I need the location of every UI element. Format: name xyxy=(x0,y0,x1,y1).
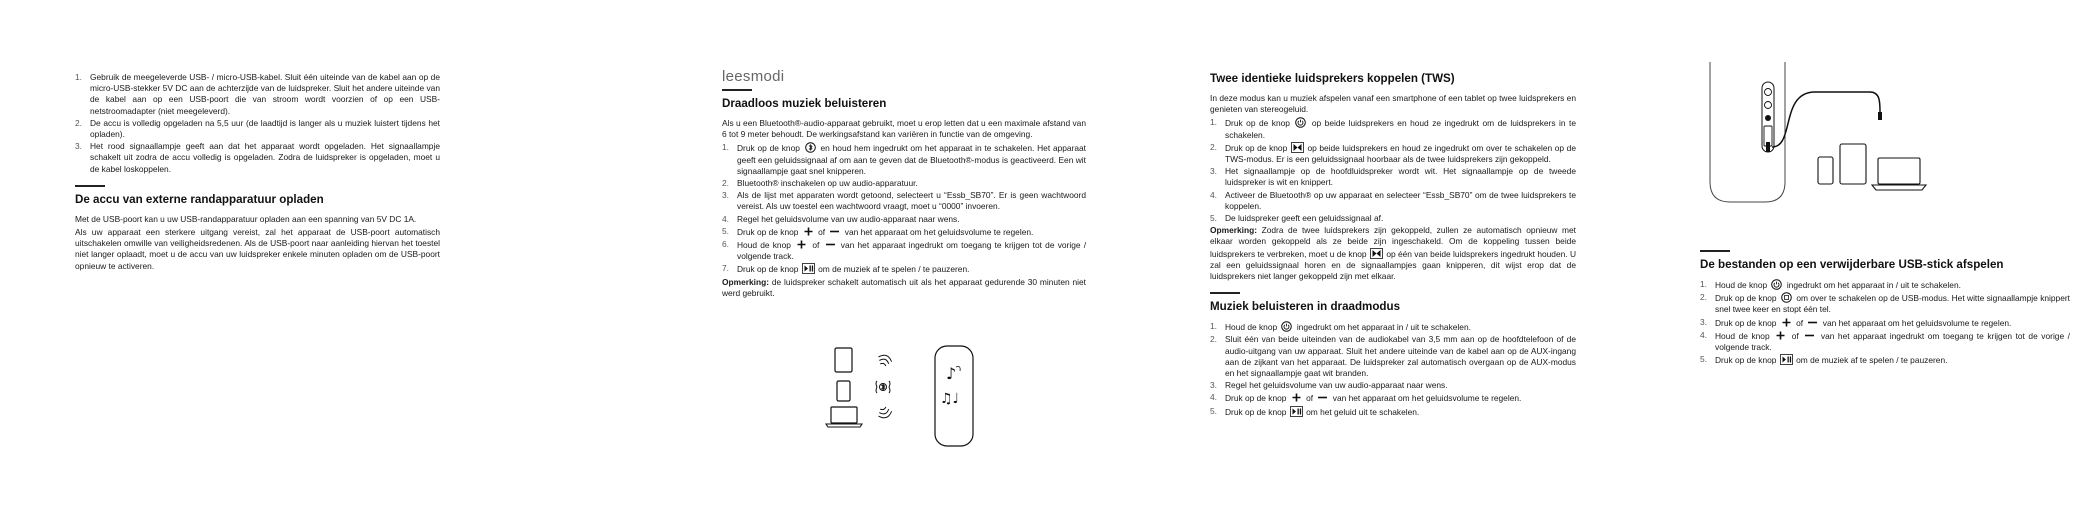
laptop-icon xyxy=(826,407,862,427)
svg-text:♪: ♪ xyxy=(946,364,957,383)
list-item: 6. Houd de knop of van het apparaat ingedrukt om toegang te krijgen tot de vorige / volgende track. xyxy=(722,239,1087,262)
list-item: 2. Bluetooth® inschakelen op uw audio-apparatuur. xyxy=(722,178,918,189)
list-item: 4. Activeer de Bluetooth® op uw apparaat en selecteer “Essb_SB70” om de twee luidsprekers te koppelen. xyxy=(1210,189,1576,211)
section-title-usb: De bestanden op een verwijderbare USB-stick afspelen xyxy=(1700,258,2004,271)
speaker-back-icon xyxy=(1710,62,1785,202)
list-item: 1. Druk op de knop en houd hem ingedrukt om het apparaat in te schakelen. Het apparaat geeft een geluidssignaal af om aan te geven dat de Bluetooth®-modus is geactiveerd. Een wit signaallampje gaat snel knipperen. xyxy=(722,142,1087,176)
volume-up-icon xyxy=(1774,330,1787,341)
list-item: 4. Regel het geluidsvolume van uw audio-apparaat naar wens. xyxy=(722,213,960,224)
modes-column xyxy=(722,68,1086,301)
usb-steps xyxy=(1700,279,2070,366)
mode-button-icon xyxy=(1780,292,1793,303)
volume-down-icon xyxy=(828,226,841,237)
list-item: 3. Het rood signaallampje geeft aan dat het apparaat wordt opgeladen. Het signaallampje schakelt uit zodra de accu volledig is opgeladen. Zodra de luidspreker is opgeladen, moet u de kabel loskoppelen. xyxy=(75,141,440,174)
note: Opmerking: Zodra de twee luidsprekers zijn gekoppeld, zullen ze automatisch opnieuw met elkaar worden gekoppeld als ze beide zijn ingeschakeld. Om de koppeling tussen beide luidsprekers te verbreken, moet u de knop op één van beide luidsprekers ingedrukt houden. U zal een geluidssignaal horen en de signaallampjes gaan knipperen, dit wijst erop dat de luidsprekers niet langer gekoppeld zijn met elkaar. xyxy=(1210,225,1577,282)
list-item: 3. Het signaallampje op de hoofdluidspreker wordt wit. Het signaallampje op de tweede luidspreker is wit en knippert. xyxy=(1210,166,1576,188)
bluetooth-button-icon xyxy=(804,142,817,153)
play-pause-icon xyxy=(1290,406,1303,417)
power-button-icon xyxy=(1294,117,1307,128)
list-item: 2. Sluit één van beide uiteinden van de audiokabel van 3,5 mm aan op de hoofdtelefoon of de audio-uitgang van uw apparaat. Sluit het andere uiteinde van de kabel aan op de AUX-ingang aan de zijkant van het apparaat. De luidspreker zal automatisch overgaan op de AUX-modus en het signaallampje gaat wit branden. xyxy=(1210,334,1576,379)
volume-up-icon xyxy=(1780,317,1793,328)
section-title-external-charging: De accu van externe randapparatuur opladen xyxy=(75,192,324,206)
list-item: 3. Regel het geluidsvolume van uw audio-apparaat naar wens. xyxy=(1210,380,1448,391)
paragraph: Als uw apparaat een sterkere uitgang vereist, zal het apparaat de USB-poort automatisch uitschakelen omwille van veiligheidsredenen. Als de USB-poort naar aanleiding hiervan het toestel niet langer oplaadt, moet u de accu van uw luidspreker enkele minuten opladen om de USB-poort opnieuw te activeren. xyxy=(75,227,440,271)
svg-text:♫♩: ♫♩ xyxy=(940,391,960,407)
power-button-icon xyxy=(1280,321,1293,332)
page-title: leesmodi xyxy=(722,68,785,85)
bluetooth-waves-icon xyxy=(876,353,893,420)
list-item: 5. Druk op de knop om de muziek af te spelen / te pauzeren. xyxy=(1700,354,1948,366)
mode-button-icon xyxy=(1370,248,1383,259)
volume-down-icon xyxy=(824,239,837,250)
volume-down-icon xyxy=(1806,317,1819,328)
list-item: 5. Druk op de knop of van het apparaat om het geluidsvolume te regelen. xyxy=(722,225,1034,237)
tablet-icon xyxy=(835,348,852,372)
list-item: 1. Druk op de knop op beide luidsprekers en houd ze ingedrukt om de luidsprekers in te schakelen. xyxy=(1210,117,1576,140)
list-item: 3. Druk op de knop of van het apparaat om het geluidsvolume te regelen. xyxy=(1700,316,2012,328)
play-pause-icon xyxy=(802,263,815,274)
section-divider xyxy=(1210,292,1240,294)
laptop-icon xyxy=(1872,158,1926,190)
volume-down-icon xyxy=(1316,392,1329,403)
list-item: 1. Houd de knop ingedrukt om het apparaat in / uit te schakelen. xyxy=(1210,321,1471,333)
list-item: 5. De luidspreker geeft een geluidssignaal af. xyxy=(1210,213,1384,224)
pairing-column xyxy=(1210,72,1576,419)
tws-steps xyxy=(1210,117,1576,224)
list-item: 2. De accu is volledig opgeladen na 5,5 uur (de laadtijd is langer als u muziek luistert tijdens het opladen). xyxy=(75,117,440,140)
paragraph: Met de USB-poort kan u uw USB-randapparatuur opladen aan een spanning van 5V DC 1A. xyxy=(75,213,417,224)
list-item: 4. Houd de knop of van het apparaat ingedrukt om toegang te krijgen tot de vorige / volgende track. xyxy=(1700,329,2071,353)
list-item: 1. Houd de knop ingedrukt om het apparaat in / uit te schakelen. xyxy=(1700,279,1961,290)
note: Opmerking: de luidspreker schakelt automatisch uit als het apparaat gedurende 30 minuten niet werd gebruikt. xyxy=(722,276,1086,298)
list-item: 2. Druk op de knop om over te schakelen op de USB-modus. Het witte signaallampje knippert snel twee keer en stopt één tel. xyxy=(1700,292,2070,315)
list-item: 5. Druk op de knop om het geluid uit te schakelen. xyxy=(1210,405,1420,417)
charging-steps xyxy=(75,72,440,175)
section-title-wired: Muziek beluisteren in draadmodus xyxy=(1210,300,1401,314)
speaker-icon xyxy=(935,346,973,446)
bluetooth-illustration xyxy=(825,345,1005,455)
list-item: 4. Druk op de knop of van het apparaat om het geluidsvolume te regelen. xyxy=(1210,392,1522,404)
volume-up-icon xyxy=(802,226,815,237)
usb-column xyxy=(1700,250,2070,367)
wired-steps xyxy=(1210,321,1576,418)
aux-connection-illustration xyxy=(1700,62,2040,212)
section-divider xyxy=(1700,250,1730,252)
volume-down-icon xyxy=(1803,330,1816,341)
list-item: 2. Druk op de knop op beide luidsprekers en houd ze ingedrukt om over te schakelen op de TWS-modus. Er is een geluidssignaal hoorbaar als de twee luidsprekers zijn gekoppeld. xyxy=(1210,141,1576,165)
volume-up-icon xyxy=(795,239,808,250)
list-item: 1. Gebruik de meegeleverde USB- / micro-USB-kabel. Sluit één uiteinde van de kabel aan op de micro-USB-stekker 5V DC aan de achterzijde van de luidspreker. Sluit het andere uiteinde van de kabel aan op een USB-poort die van stroom wordt voorzien of op een USB-netstroomadapter (niet meegeleverd). xyxy=(75,72,440,116)
mode-button-icon xyxy=(1291,142,1304,153)
list-item: 3. Als de lijst met apparaten wordt getoond, selecteert u “Essb_SB70”. Er is geen wachtwoord vereist. Als uw toestel een wachtwoord vraagt, moet u “0000” invoeren. xyxy=(722,190,1086,212)
tablet-icon xyxy=(1840,144,1866,184)
list-item: 7. Druk op de knop om de muziek af te spelen / te pauzeren. xyxy=(722,263,970,275)
phone-icon xyxy=(837,381,850,401)
power-button-icon xyxy=(1770,279,1783,290)
phone-icon xyxy=(1818,157,1833,184)
section-title-tws: Twee identieke luidsprekers koppelen (TWS) xyxy=(1210,72,1455,85)
wireless-steps xyxy=(722,142,1086,275)
section-divider xyxy=(75,185,105,187)
charging-column xyxy=(75,72,440,274)
paragraph: In deze modus kan u muziek afspelen vanaf een smartphone of een tablet op twee luidsprekers en genieten van stereogeluid. xyxy=(1210,93,1576,115)
volume-up-icon xyxy=(1290,392,1303,403)
section-divider xyxy=(722,89,752,91)
play-pause-icon xyxy=(1780,354,1793,365)
section-title-wireless: Draadloos muziek beluisteren xyxy=(722,97,887,110)
paragraph: Als u een Bluetooth®-audio-apparaat gebruikt, moet u erop letten dat u een maximale afstand van 6 tot 9 meter behoudt. De werkingsafstand kan variëren in functie van de omgeving. xyxy=(722,118,1086,140)
